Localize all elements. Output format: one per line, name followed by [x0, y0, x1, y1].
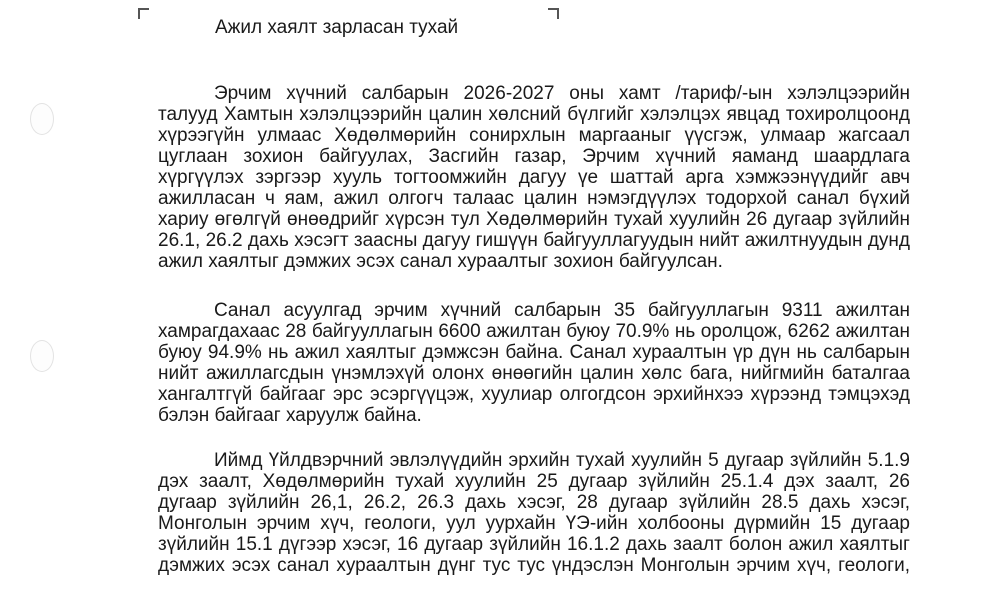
text-line: дугаар зүйлийн 26,1, 26.2, 26.3 дахь хэсэг, 28 дугаар зүйлийн 28.5 дахь хэсэг, — [158, 492, 910, 513]
text-line: буюу 94.9% нь ажил хаялтыг дэмжсэн байна. Санал хураалтын үр дүн нь салбарын — [158, 342, 910, 363]
text-line: нийт ажиллагсдын үнэмлэхүй олонх өнөөгийн цалин хөлс бага, нийгмийн баталгаа — [158, 363, 910, 384]
text-line: талууд Хамтын хэлэлцээрийн цалин хөлсний бүлгийг хэлэлцэх явцад тохиролцоонд — [158, 104, 910, 125]
text-line: Иймд Үйлдвэрчний эвлэлүүдийн эрхийн тухай хуулийн 5 дугаар зүйлийн 5.1.9 — [214, 450, 910, 471]
text-line: Монголын эрчим хүч, геологи, уул уурхайн ҮЭ-ийн холбооны дүрмийн 15 дугаар — [158, 513, 910, 534]
text-line: бэлэн байгааг харуулж байна. — [158, 405, 422, 426]
text-line: зүйлийн 15.1 дүгээр хэсэг, 16 дугаар зүйлийн 16.1.2 дахь заалт болон ажил хаялтыг — [158, 534, 910, 555]
text-line: дэмжих эсэх санал хураалтын дүнг тус тус үндэслэн Монголын эрчим хүч, геологи, — [158, 555, 910, 576]
text-line: хамрагдахаас 28 байгууллагын 6600 ажилтан буюу 70.9% нь оролцож, 6262 ажилтан — [158, 321, 910, 342]
text-line: хариу өгөлгүй өнөөдрийг хүрсэн тул Хөдөлмөрийн тухай хуулийн 26 дугаар зүйлийн — [158, 209, 910, 230]
corner-mark-top-left — [138, 8, 149, 19]
text-line: хангалтгүй байгааг эрс эсэргүүцэж, хуулиар олгогдсон эрхийнхээ хүрээнд тэмцэхэд — [158, 384, 910, 405]
paragraph-1 — [158, 83, 910, 272]
text-line: хүргүүлэх зэргээр хууль тогтоомжийн дагуу үе шаттай арга хэмжээнүүдийг авч — [158, 167, 910, 188]
document-title: Ажил хаялт зарласан тухай — [215, 17, 459, 38]
text-line: хүрээгүйн улмаас Хөдөлмөрийн сонирхлын маргааныг үүсгэж, улмаар жагсаал — [158, 125, 910, 146]
text-line: Эрчим хүчний салбарын 2026-2027 оны хамт /тариф/-ын хэлэлцээрийн — [214, 83, 910, 104]
text-line: ажилласан ч яам, ажил олгогч талаас цалин нэмэгдүүлэх тодорхой санал бүхий — [158, 188, 910, 209]
corner-mark-top-right — [548, 8, 559, 19]
punch-hole — [30, 340, 54, 372]
paragraph-2 — [158, 300, 910, 426]
punch-hole — [30, 103, 54, 135]
text-line: цуглаан зохион байгуулах, Засгийн газар, Эрчим хүчний яаманд шаардлага — [158, 146, 910, 167]
text-line: ажил хаялтыг дэмжих эсэх санал хураалтыг зохион байгуулсан. — [158, 251, 723, 272]
text-line: Санал асуулгад эрчим хүчний салбарын 35 байгууллагын 9311 ажилтан — [214, 300, 910, 321]
text-line: 26.1, 26.2 дахь хэсэгт заасны дагуу гишүүн байгууллагуудын нийт ажилтнуудын дунд — [158, 230, 910, 251]
text-line: дэх заалт, Хөдөлмөрийн тухай хуулийн 25 дугаар зүйлийн 25.1.4 дэх заалт, 26 — [158, 471, 910, 492]
paragraph-3 — [158, 450, 910, 576]
